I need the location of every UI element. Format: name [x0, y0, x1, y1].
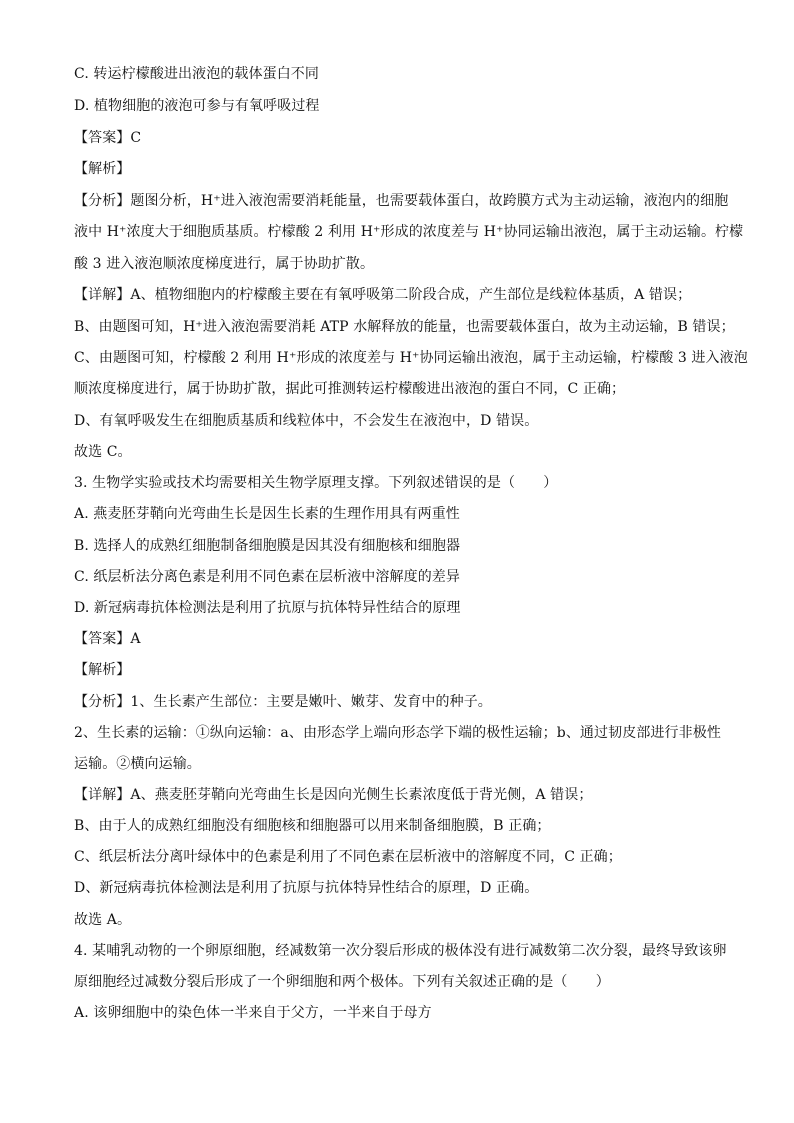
- detailed-explanation-line: C、由题图可知，柠檬酸 2 利用 H⁺形成的浓度差与 H⁺协同运输出液泡，属于主动运输，柠檬酸 3 进入液泡: [74, 350, 748, 366]
- choice-conclusion: 故选 C。: [74, 444, 132, 460]
- analysis-text-line: 【分析】1、生长素产生部位：主要是嫩叶、嫩芽、发育中的种子。: [74, 694, 492, 710]
- detailed-explanation-line: 【详解】A、燕麦胚芽鞘向光弯曲生长是因向光侧生长素浓度低于背光侧，A 错误；: [74, 787, 593, 803]
- question-3-stem: 3. 生物学实验或技术均需要相关生物学原理支撑。下列叙述错误的是（ ）: [74, 475, 558, 491]
- question-3-option-d: D. 新冠病毒抗体检测法是利用了抗原与抗体特异性结合的原理: [74, 600, 461, 616]
- answer-label: 【答案】A: [74, 631, 141, 647]
- analysis-text-line: 酸 3 进入液泡顺浓度梯度进行，属于协助扩散。: [74, 256, 375, 272]
- analysis-text-line: 运输。②横向运输。: [74, 756, 201, 772]
- option-c-previous-question: C. 转运柠檬酸进出液泡的载体蛋白不同: [74, 66, 320, 82]
- detailed-explanation-line: 顺浓度梯度进行，属于协助扩散，据此可推测转运柠檬酸进出液泡的蛋白不同，C 正确；: [74, 381, 626, 397]
- analysis-heading: 【解析】: [74, 662, 131, 678]
- detailed-explanation-line: D、新冠病毒抗体检测法是利用了抗原与抗体特异性结合的原理，D 正确。: [74, 880, 539, 896]
- question-4-stem-line: 原细胞经过减数分裂后形成了一个卵细胞和两个极体。下列有关叙述正确的是（ ）: [74, 974, 610, 990]
- question-3-option-a: A. 燕麦胚芽鞘向光弯曲生长是因生长素的生理作用具有两重性: [74, 506, 460, 522]
- question-4-option-a: A. 该卵细胞中的染色体一半来自于父方，一半来自于母方: [74, 1005, 432, 1021]
- detailed-explanation-line: 【详解】A、植物细胞内的柠檬酸主要在有氧呼吸第二阶段合成，产生部位是线粒体基质，A 错误；: [74, 287, 692, 303]
- analysis-heading: 【解析】: [74, 161, 131, 177]
- question-3-option-c: C. 纸层析法分离色素是利用不同色素在层析液中溶解度的差异: [74, 569, 461, 585]
- choice-conclusion: 故选 A。: [74, 912, 132, 928]
- question-3-option-b: B. 选择人的成熟红细胞制备细胞膜是因其没有细胞核和细胞器: [74, 538, 461, 554]
- question-4-stem-line: 4. 某哺乳动物的一个卵原细胞，经减数第一次分裂后形成的极体没有进行减数第二次分裂，最终导致该卵: [74, 943, 727, 959]
- detailed-explanation-line: B、由于人的成熟红细胞没有细胞核和细胞器可以用来制备细胞膜，B 正确；: [74, 818, 551, 834]
- detailed-explanation-line: D、有氧呼吸发生在细胞质基质和线粒体中，不会发生在液泡中，D 错误。: [74, 413, 539, 429]
- option-d-previous-question: D. 植物细胞的液泡可参与有氧呼吸过程: [74, 98, 320, 114]
- detailed-explanation-line: B、由题图可知，H⁺进入液泡需要消耗 ATP 水解释放的能量，也需要载体蛋白，故为主动运输，B 错误；: [74, 319, 735, 335]
- analysis-text-line: 液中 H⁺浓度大于细胞质基质。柠檬酸 2 利用 H⁺形成的浓度差与 H⁺协同运输出液泡，属于主动运输。柠檬: [74, 224, 744, 240]
- detailed-explanation-line: C、纸层析法分离叶绿体中的色素是利用了不同色素在层析液中的溶解度不同，C 正确；: [74, 849, 622, 865]
- answer-label: 【答案】C: [74, 130, 142, 146]
- analysis-text-line: 【分析】题图分析，H⁺进入液泡需要消耗能量，也需要载体蛋白，故跨膜方式为主动运输，液泡内的细胞: [74, 193, 729, 209]
- analysis-text-line: 2、生长素的运输：①纵向运输：a、由形态学上端向形态学下端的极性运输；b、通过韧皮部进行非极性: [74, 725, 721, 741]
